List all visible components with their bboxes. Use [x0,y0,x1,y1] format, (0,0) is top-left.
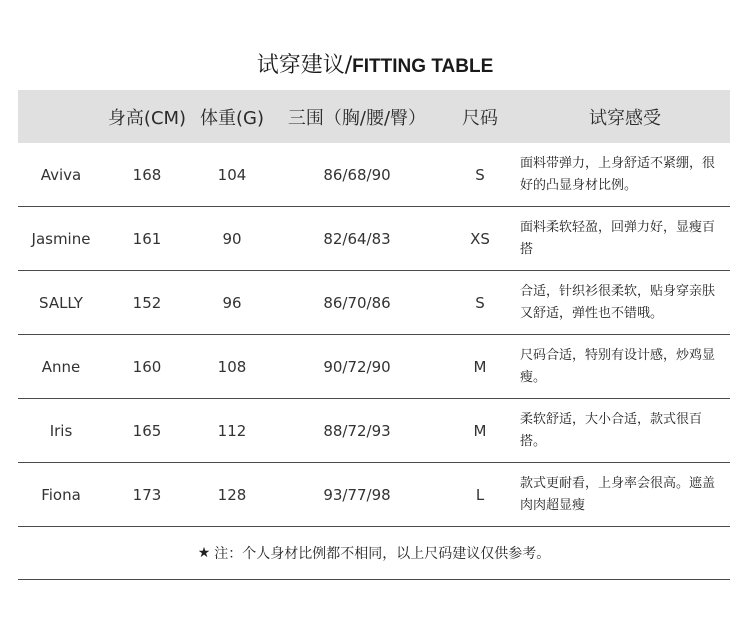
header-height: 身高(CM) [107,107,187,129]
cell-measurements: 88/72/93 [323,421,391,440]
page-title [0,48,750,79]
table-row [18,335,730,399]
cell-measurements: 86/70/86 [323,293,391,312]
cell-weight: 96 [222,293,242,312]
cell-feedback: 尺码合适，特别有设计感，炒鸡显瘦。 [520,347,716,385]
cell-weight: 112 [217,421,247,440]
cell-measurements: 90/72/90 [323,357,391,376]
table-row [18,143,730,207]
table-row [18,463,730,527]
table-row [18,399,730,463]
table-row [18,207,730,271]
cell-size: M [473,421,487,440]
cell-measurements: 82/64/83 [323,229,391,248]
cell-height: 152 [132,293,162,312]
header-size: 尺码 [462,107,498,129]
cell-size: S [475,165,485,184]
fitting-table [18,90,730,580]
cell-feedback: 柔软舒适，大小合适，款式很百搭。 [520,411,703,449]
cell-name: Iris [49,421,73,440]
cell-feedback: 款式更耐看，上身率会很高。遮盖肉肉超显瘦 [520,475,716,513]
cell-weight: 90 [222,229,242,248]
cell-weight: 128 [217,485,247,504]
cell-height: 160 [132,357,162,376]
cell-name: Jasmine [31,229,91,248]
cell-name: SALLY [39,293,83,312]
title-cn: 试穿建议/ [256,53,353,78]
cell-name: Fiona [41,485,81,504]
cell-feedback: 合适，针织衫很柔软，贴身穿亲肤又舒适，弹性也不错哦。 [520,283,716,321]
star-icon: ★ [197,545,211,561]
cell-size: XS [470,229,490,248]
cell-height: 161 [132,229,162,248]
cell-weight: 104 [217,165,247,184]
cell-height: 165 [132,421,162,440]
cell-feedback: 面料柔软轻盈，回弹力好，显瘦百搭 [520,219,716,257]
cell-size: L [475,485,485,504]
cell-height: 168 [132,165,162,184]
cell-measurements: 93/77/98 [323,485,391,504]
cell-name: Anne [41,357,81,376]
header-weight: 体重(G) [200,107,264,129]
table-header [18,90,730,143]
cell-size: S [475,293,485,312]
cell-measurements: 86/68/90 [323,165,391,184]
table-footnote [18,527,730,580]
header-measurements: 三围（胸/腰/臀） [287,107,427,129]
cell-feedback: 面料带弹力，上身舒适不紧绷，很好的凸显身材比例。 [520,155,716,193]
cell-size: M [473,357,487,376]
title-en: FITTING TABLE [352,56,494,77]
cell-name: Aviva [40,165,82,184]
header-feedback: 试穿感受 [589,107,661,129]
table-row [18,271,730,335]
footnote-text: 注：个人身材比例都不相同，以上尺码建议仅供参考。 [214,546,551,562]
cell-weight: 108 [217,357,247,376]
cell-height: 173 [132,485,162,504]
